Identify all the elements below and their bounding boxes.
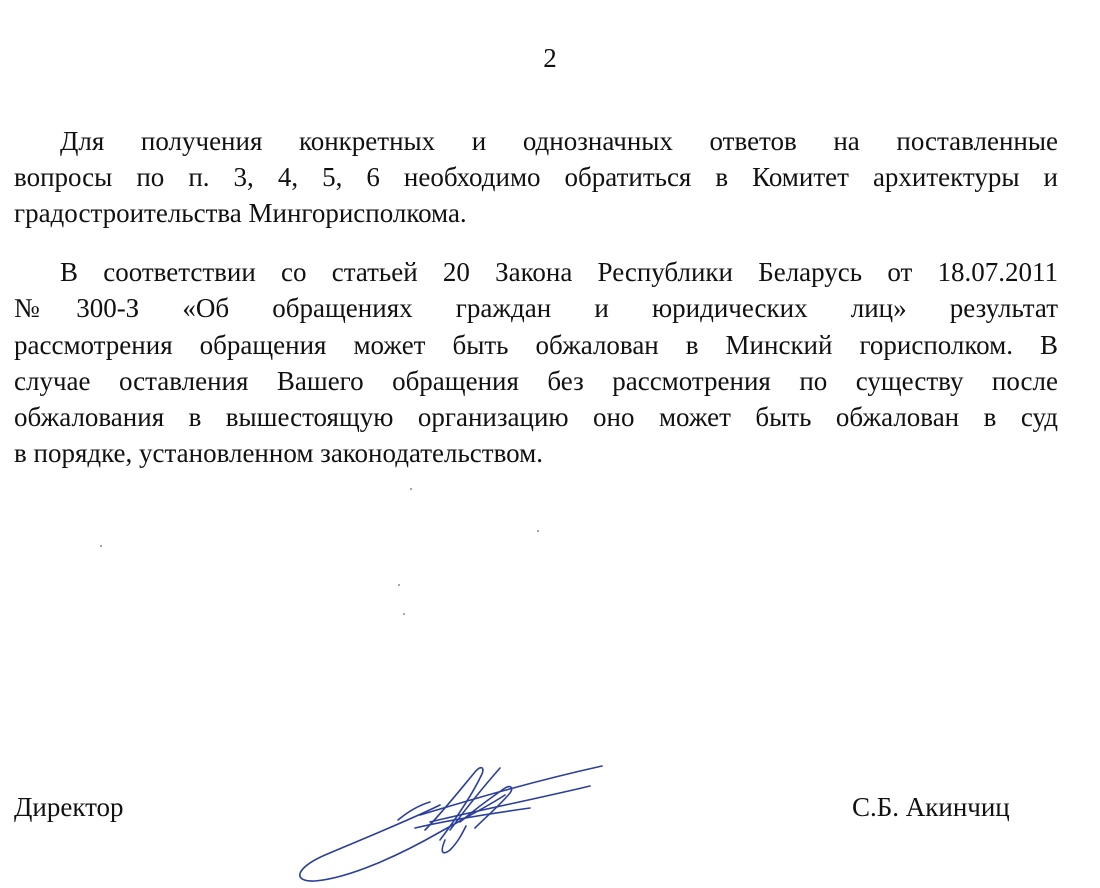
handwritten-signature: [290, 760, 610, 885]
paragraph-2-line-5: обжалования в вышестоящую организацию оно может быть обжалован в суд: [14, 402, 1058, 432]
scan-speck: [403, 613, 405, 615]
scan-speck: [398, 584, 400, 586]
paragraph-1-line-1: Для получения конкретных и однозначных ответов на поставленные: [60, 126, 1058, 156]
paragraph-1-line-2: вопросы по п. 3, 4, 5, 6 необходимо обратиться в Комитет архитектуры и: [14, 162, 1058, 192]
signatory-title: Директор: [14, 792, 124, 822]
paragraph-2-line-3: рассмотрения обращения может быть обжалован в Минский горисполком. В: [14, 330, 1058, 360]
paragraph-2-line-1: В соответствии со статьей 20 Закона Республики Беларусь от 18.07.2011: [60, 257, 1058, 287]
page-number: 2: [543, 43, 557, 73]
paragraph-2-line-4: случае оставления Вашего обращения без рассмотрения по существу после: [14, 366, 1058, 396]
scan-speck: [537, 530, 539, 532]
scan-speck: [100, 545, 102, 547]
paragraph-2-line-6: в порядке, установленном законодательством.: [14, 438, 543, 468]
scan-speck: [410, 488, 412, 490]
signatory-name: С.Б. Акинчиц: [852, 792, 1010, 822]
paragraph-1-line-3: градостроительства Мингорисполкома.: [14, 198, 467, 228]
paragraph-2-line-2: №300-З «Об обращениях граждан и юридических лиц» результат: [14, 293, 1058, 323]
